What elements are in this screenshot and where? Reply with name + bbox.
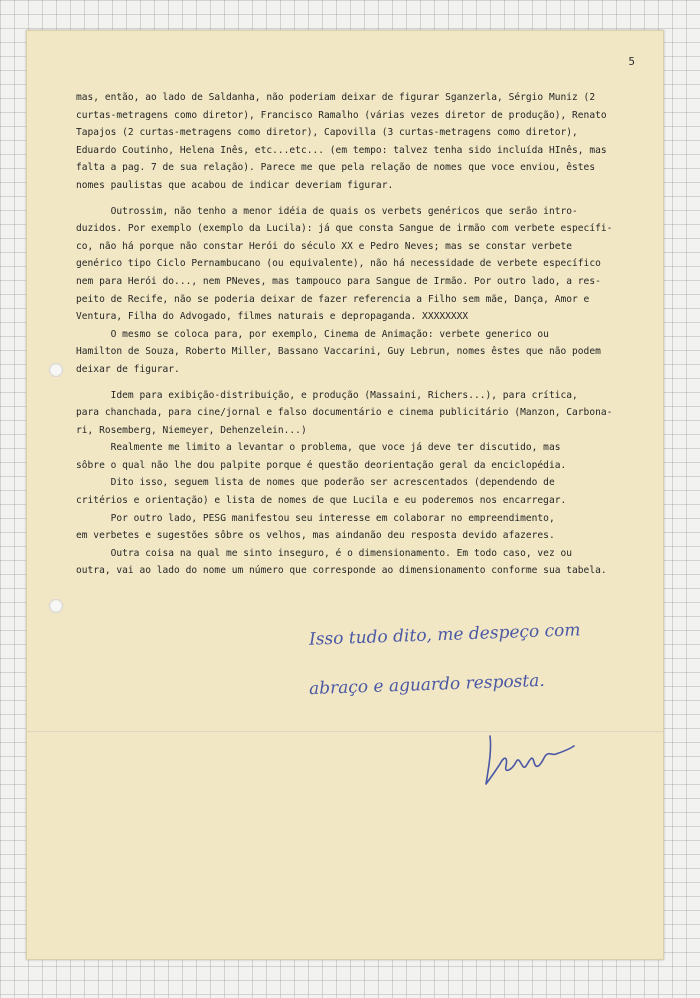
body-line: Outrossim, não tenho a menor idéia de quais os verbets genéricos que serão intro- <box>76 205 578 217</box>
body-line: Tapajos (2 curtas-metragens como diretor), Capovilla (3 curtas-metragens como diretor), <box>76 127 578 139</box>
body-line: Idem para exibição-distribuição, e produção (Massaini, Richers...), para crítica, <box>76 389 578 401</box>
body-line: Realmente me limito a levantar o problema, que voce já deve ter discutido, mas <box>76 442 561 454</box>
body-line: critérios e orientação) e lista de nomes de que Lucila e eu poderemos nos encarregar. <box>76 495 567 507</box>
body-line: co, não há porque não constar Herói do século XX e Pedro Neves; mas se constar verbete <box>76 240 573 252</box>
body-line: para chanchada, para cine/jornal e falso documentário e cinema publicitário (Manzon, Carbona- <box>76 407 613 419</box>
body-line: peito de Recife, não se poderia deixar de fazer referencia a Filho sem mãe, Dança, Amor e <box>76 293 590 305</box>
letter-page <box>26 30 664 960</box>
typewritten-body <box>76 89 668 580</box>
body-line: em verbetes e sugestões sôbre os velhos, mas aindanão deu resposta devido afazeres. <box>76 530 555 542</box>
body-line: Dito isso, seguem lista de nomes que poderão ser acrescentados (dependendo de <box>76 477 555 489</box>
body-line: Por outro lado, PESG manifestou seu interesse em colaborar no empreendimento, <box>76 512 555 524</box>
body-line: outra, vai ao lado do nome um número que corresponde ao dimensionamento conforme sua tabela. <box>76 565 607 577</box>
handwritten-closing-line-1: Isso tudo dito, me despeço com <box>308 620 581 650</box>
body-line: deixar de figurar. <box>76 363 180 375</box>
body-line: duzidos. Por exemplo (exemplo da Lucila): já que consta Sangue de irmão com verbete específi- <box>76 223 613 235</box>
body-line: curtas-metragens como diretor), Francisco Ramalho (várias vezes diretor de produção), Renato <box>76 109 607 121</box>
body-line: ri, Rosemberg, Niemeyer, Dehenzelein...) <box>76 424 307 436</box>
body-line: falta a pag. 7 de sua relação). Parece me que pela relação de nomes que voce enviou, êstes <box>76 162 596 174</box>
body-line: O mesmo se coloca para, por exemplo, Cinema de Animação: verbete generico ou <box>76 328 549 340</box>
body-line: Outra coisa na qual me sinto inseguro, é o dimensionamento. Em todo caso, vez ou <box>76 547 573 559</box>
body-line: Ventura, Filha do Advogado, filmes naturais e depropaganda. XXXXXXXX <box>76 311 469 323</box>
handwritten-signature <box>482 726 578 788</box>
body-line: mas, então, ao lado de Saldanha, não poderiam deixar de figurar Sganzerla, Sérgio Muniz (2 <box>76 92 596 103</box>
body-line: genérico tipo Ciclo Pernambucano (ou equivalente), não há necessidade de verbete específico <box>76 258 601 270</box>
punch-hole <box>49 599 63 613</box>
body-line: nem para Herói do..., nem PNeves, mas tampouco para Sangue de Irmão. Por outro lado, a res- <box>76 275 601 287</box>
punch-hole <box>49 363 63 377</box>
body-line: Eduardo Coutinho, Helena Inês, etc...etc... (em tempo: talvez tenha sido incluída HInês, mas <box>76 144 607 156</box>
handwritten-closing-line-2: abraço e aguardo resposta. <box>308 670 546 700</box>
body-line: Hamilton de Souza, Roberto Miller, Bassano Vaccarini, Guy Lebrun, nomes êstes que não podem <box>76 346 601 358</box>
body-line: nomes paulistas que acabou de indicar deveriam figurar. <box>76 179 394 191</box>
page-number: 5 <box>628 55 635 68</box>
body-line: sôbre o qual não lhe dou palpite porque é questão deorientação geral da enciclopédia. <box>76 459 567 471</box>
